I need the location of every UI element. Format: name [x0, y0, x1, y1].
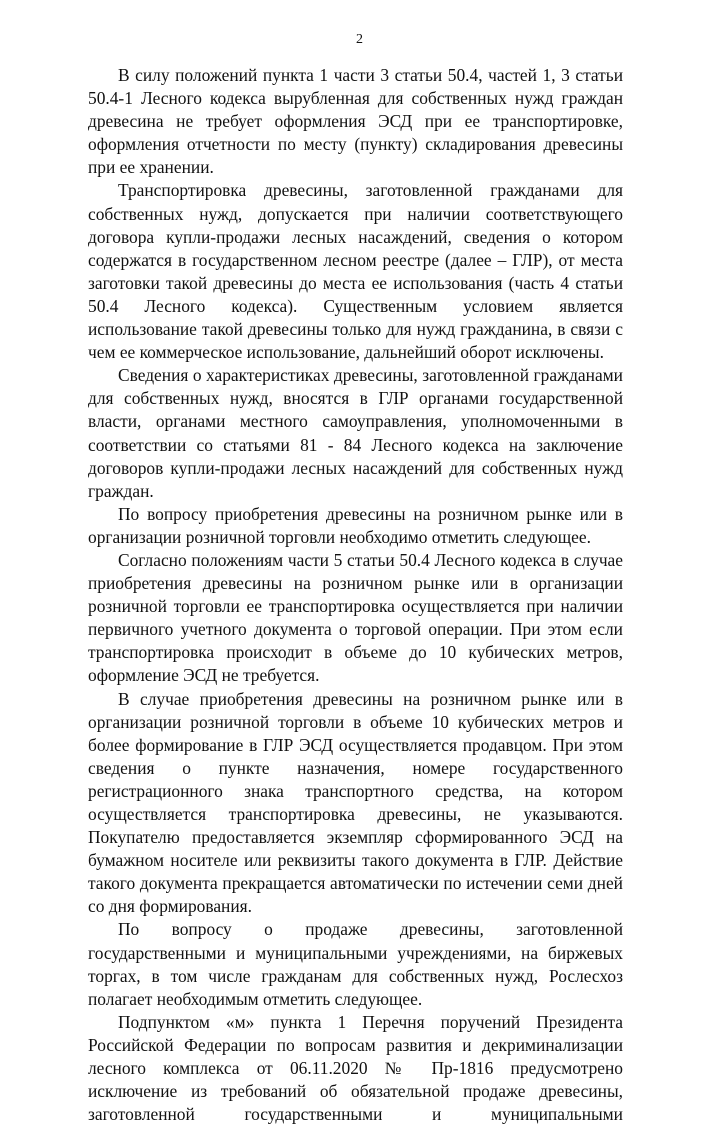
- paragraph-7: По вопросу о продаже древесины, заготовленной государственными и муниципальными учреждениями, на биржевых торгах, в том числе гражданам для собственных нужд, Рослесхоз полагает необходимым отметить следующее.: [88, 919, 623, 1009]
- document-body: [88, 64, 623, 1126]
- paragraph-3: Сведения о характеристиках древесины, заготовленной гражданами для собственных нужд, вносятся в ГЛР органами государственной власти, органами местного самоуправления, уполномоченными в соответствии со статьями 81 - 84 Лесного кодекса на заключение договоров купли-продажи лесных насаждений для собственных нужд граждан.: [88, 365, 623, 501]
- paragraph-4: По вопросу приобретения древесины на розничном рынке или в организации розничной торговли необходимо отметить следующее.: [88, 503, 623, 547]
- paragraph-1: В силу положений пункта 1 части 3 статьи 50.4, частей 1, 3 статьи 50.4-1 Лесного кодекса вырубленная для собственных нужд граждан древесина не требует оформления ЭСД при ее транспортировке, оформления отчетности по месту (пункту) складирования древесины при ее хранении.: [88, 65, 623, 178]
- paragraph-6: В случае приобретения древесины на розничном рынке или в организации розничной торговли в объеме 10 кубических метров и более формирование в ГЛР ЭСД осуществляется продавцом. При этом сведения о пункте назначения, номере государственного регистрационного знака транспортного средства, на котором осуществляется транспортировка древесины, не указываются. Покупателю предоставляется экземпляр сформированного ЭСД на бумажном носителе или реквизиты такого документа в ГЛР. Действие такого документа прекращается автоматически по истечении семи дней со дня формирования.: [88, 688, 623, 917]
- paragraph-8: Подпунктом «м» пункта 1 Перечня поручений Президента Российской Федерации по вопросам развития и декриминализации лесного комплекса от 06.11.2020 № Пр-1816 предусмотрено исключение из требований об обязательной продаже древесины, заготовленной государственными и муниципальными: [88, 1011, 623, 1125]
- page-number: 2: [356, 32, 363, 47]
- paragraph-2: Транспортировка древесины, заготовленной гражданами для собственных нужд, допускается при наличии соответствующего договора купли-продажи лесных насаждений, сведения о котором содержатся в государственном лесном реестре (далее – ГЛР), от места заготовки такой древесины до места ее использования (часть 4 статьи 50.4 Лесного кодекса). Существенным условием является использование такой древесины только для нужд гражданина, в связи с чем ее коммерческое использование, дальнейший оборот исключены.: [88, 180, 623, 363]
- paragraph-5: Согласно положениям части 5 статьи 50.4 Лесного кодекса в случае приобретения древесины на розничном рынке или в организации розничной торговли ее транспортировка осуществляется при наличии первичного учетного документа о торговой операции. При этом если транспортировка происходит в объеме до 10 кубических метров, оформление ЭСД не требуется.: [88, 549, 623, 686]
